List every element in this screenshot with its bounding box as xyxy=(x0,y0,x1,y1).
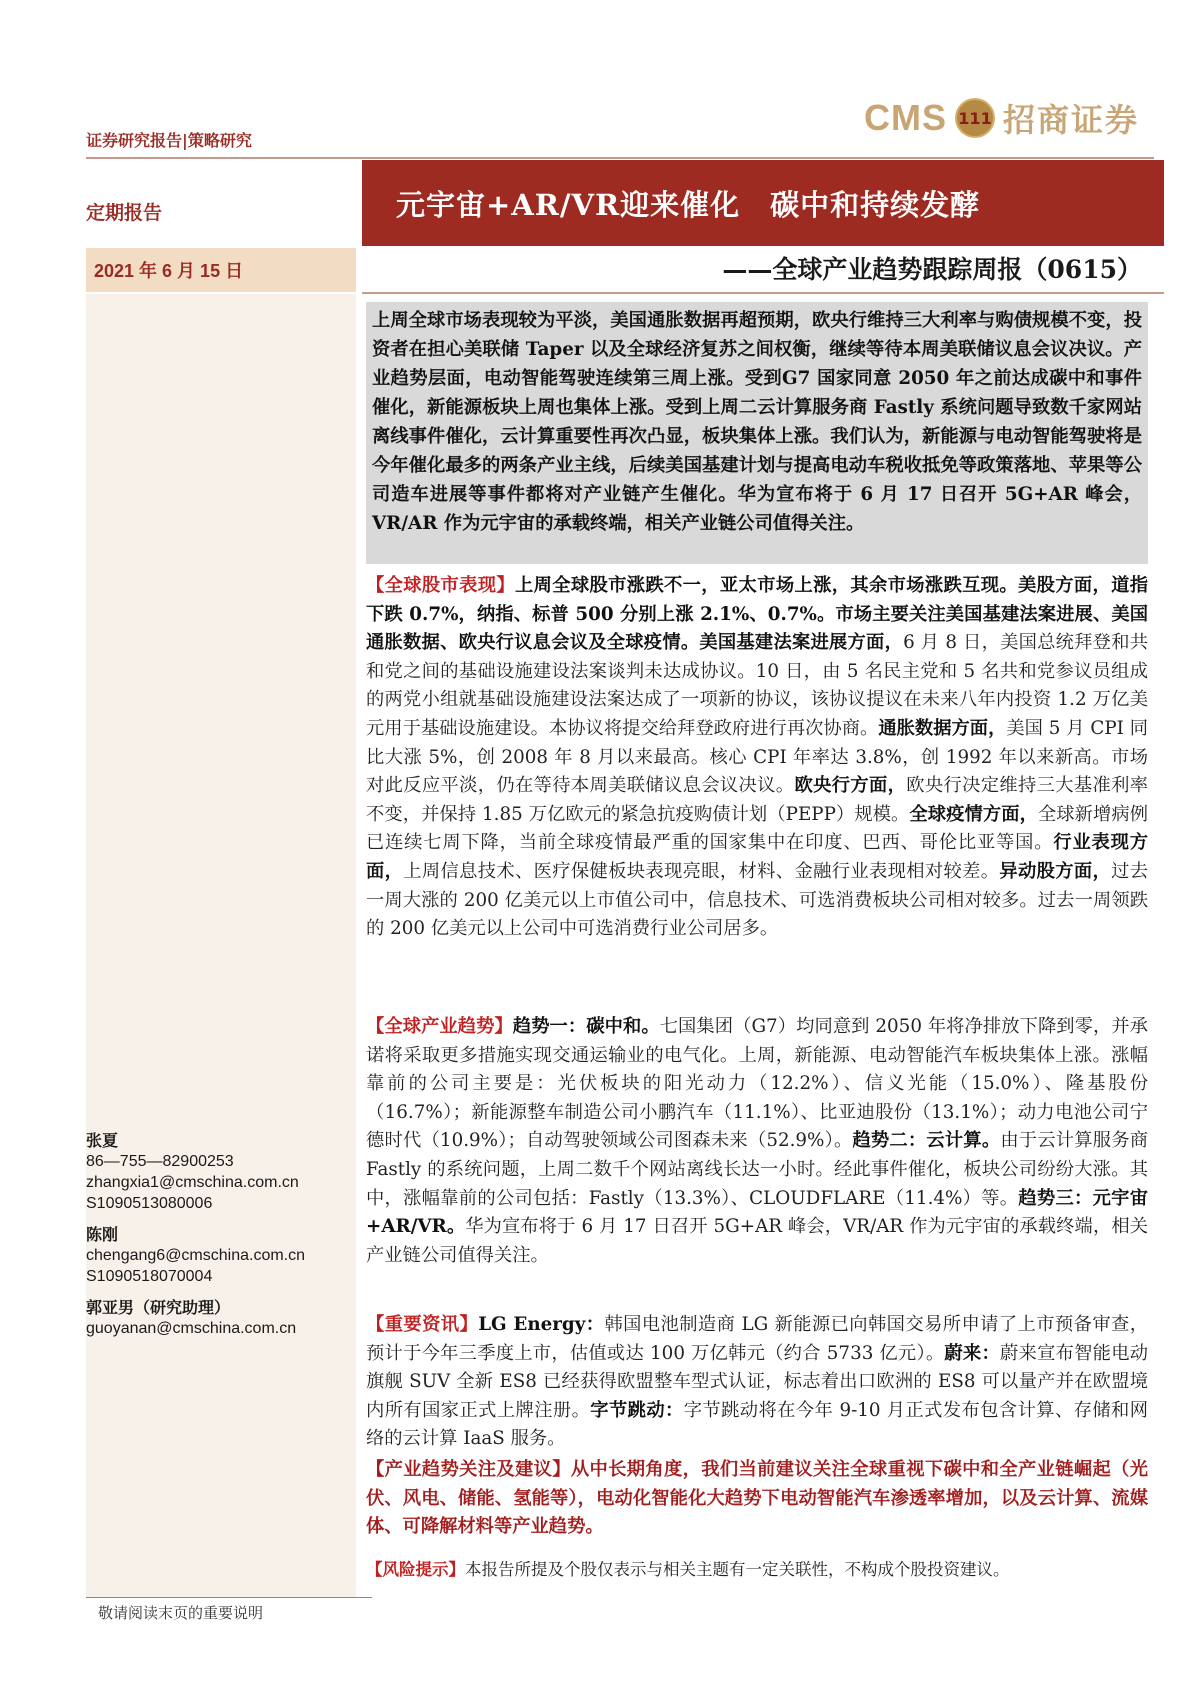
section-tag: 【风险提示】 xyxy=(366,1560,465,1579)
keyword: LG Energy： xyxy=(478,1314,605,1335)
recommendation-text: 【产业趋势关注及建议】从中长期角度，我们当前建议关注全球重视下碳中和全产业链崛起（光伏、风电、储能、氢能等），电动化智能化大趋势下电动智能汽车渗透率增加，以及云计算、流媒体、可降解材料等产业趋势。 xyxy=(366,1459,1148,1538)
report-title: 元宇宙+AR/VR迎来催化 碳中和持续发酵 xyxy=(396,187,981,222)
report-date: 2021 年 6 月 15 日 xyxy=(94,261,244,281)
keyword: 行业表现方面， xyxy=(366,832,1149,882)
author-license: S1090513080006 xyxy=(86,1195,213,1212)
body-text: 字节跳动将在今年 9-10 月正式发布包含计算、存储和网络的云计算 IaaS 服务。 xyxy=(366,1399,1149,1450)
section-lead: 上周全球股市涨跌不一，亚太市场上涨，其余市场涨跌互现。美股方面，道指下跌 0.7%，纳指、标普 500 分别上涨 2.1%、0.7%。市场主要关注美国基建法案进展、美国通胀数据、欧央行议息会议及全球疫情。 xyxy=(366,575,1149,654)
section-tag: 【重要资讯】 xyxy=(366,1314,479,1335)
author-license: S1090518070004 xyxy=(86,1268,213,1285)
author-name: 陈刚 xyxy=(86,1225,119,1244)
header-divider xyxy=(86,157,1154,159)
author-phone: 86—755—82900253 xyxy=(86,1153,234,1170)
section-recommendation xyxy=(366,1456,1148,1542)
keyword: 通胀数据方面， xyxy=(878,717,1007,739)
sidebar-column xyxy=(86,294,356,1597)
section-global-stock-market xyxy=(366,572,1148,944)
risk-text: 本报告所提及个股仅表示与相关主题有一定关联性，不构成个股投资建议。 xyxy=(465,1560,1010,1579)
summary-box xyxy=(366,302,1148,564)
keyword: 异动股方面， xyxy=(999,860,1112,882)
keyword: 趋势二：云计算。 xyxy=(852,1130,1001,1152)
report-series: 证券研究报告|策略研究 xyxy=(86,131,252,150)
body-text: 美国 5 月 CPI 同比大涨 5%，创 2008 年 8 月以来最高。核心 CPI 年率达 3.8%，创 1992 年以来新高。市场对此反应平淡，仍在等待本周美联储议息会议决议。 xyxy=(366,717,1149,797)
author-email[interactable]: guoyanan@cmschina.com.cn xyxy=(86,1320,297,1337)
keyword: 趋势一：碳中和。 xyxy=(512,1016,660,1037)
keyword: 全球疫情方面， xyxy=(909,803,1038,825)
body-text: 由于云计算服务商 Fastly 的系统问题，上周二数千个网站离线长达一小时。经此事件催化，板块公司纷纷大涨。其中，涨幅靠前的公司包括：Fastly（13.3%）、CLOUDFLARE（11.4%）等。 xyxy=(366,1130,1148,1209)
cms-logo xyxy=(864,95,1139,141)
body-text: 过去一周大涨的 200 亿美元以上市值公司中，信息技术、可选消费板块公司相对较多。过去一周领跌的 200 亿美元以上公司中可选消费行业公司居多。 xyxy=(366,860,1149,940)
body-text: 韩国电池制造商 LG 新能源已向韩国交易所申请了上市预备审查，预计于今年三季度上市，估值或达 100 万亿韩元（约合 5733 亿元）。 xyxy=(366,1314,1148,1364)
keyword: 欧央行方面， xyxy=(794,775,907,797)
body-text: 上周信息技术、医疗保健板块表现亮眼，材料、金融行业表现相对较差。 xyxy=(403,860,1000,882)
body-text: 华为宣布将于 6 月 17 日召开 5G+AR 峰会，VR/AR 作为元宇宙的承载终端，相关产业链公司值得关注。 xyxy=(366,1216,1148,1266)
keyword: 蔚来： xyxy=(944,1342,1000,1364)
logo-cms-text: CMS xyxy=(864,97,947,138)
summary-text: 上周全球市场表现较为平淡，美国通胀数据再超预期，欧央行维持三大利率与购债规模不变，投资者在担心美联储 Taper 以及全球经济复苏之间权衡，继续等待本周美联储议息会议决议。产业趋势层面，电动智能驾驶连续第三周上涨。受到G7 国家同意 2050 年之前达成碳中和事件催化，新能源板块上周也集体上涨。受到上周二云计算服务商 Fastly 系统问题导致数千家网站离线事件催化，云计算重要性再次凸显，板块集体上涨。我们认为，新能源与电动智能驾驶将是今年催化最多的两条产业主线，后续美国基建计划与提高电动车税收抵免等政策落地、苹果等公司造车进展等事件都将对产业链产生催化。华为宣布将于 6 月 17 日召开 5G+AR 峰会，VR/AR 作为元宇宙的承载终端，相关产业链公司值得关注。 xyxy=(372,310,1142,534)
section-tag: 【全球产业趋势】 xyxy=(366,1016,513,1037)
body-text: 6 月 8 日，美国总统拜登和共和党之间的基础设施建设法案谈判未达成协议。10 日，由 5 名民主党和 5 名共和党参议员组成的两党小组就基础设施建设法案达成了一项新的协议，该协议提议在未来八年内投资 1.2 万亿美元用于基础设施建设。本协议将提交给拜登政府进行再次协商。 xyxy=(366,632,1149,739)
section-important-news xyxy=(366,1311,1148,1454)
footer-note: 敬请阅读末页的重要说明 xyxy=(98,1604,264,1622)
report-type: 定期报告 xyxy=(86,202,163,224)
body-text: 七国集团（G7）均同意到 2050 年将净排放下降到零，并承诺将采取更多措施实现交通运输业的电气化。上周，新能源、电动智能汽车板块集体上涨。涨幅靠前的公司主要是：光伏板块的阳光动力（12.2%）、信义光能（15.0%）、隆基股份（16.7%）；新能源整车制造公司小鹏汽车（11.1%）、比亚迪股份（13.1%）；动力电池公司宁德时代（10.9%）；自动驾驶领域公司图森未来（52.9%）。 xyxy=(366,1016,1149,1152)
author-email[interactable]: chengang6@cmschina.com.cn xyxy=(86,1247,306,1264)
section-tag: 【全球股市表现】 xyxy=(366,575,516,596)
logo-chinese-text: 招商证券 xyxy=(1003,101,1140,139)
section-risk-warning xyxy=(366,1557,1148,1583)
body-text: 全球新增病例已连续七周下降，当前全球疫情最严重的国家集中在印度、巴西、哥伦比亚等国。 xyxy=(366,803,1149,854)
keyword: 字节跳动： xyxy=(590,1399,684,1421)
logo-seal-icon: 111 xyxy=(955,98,995,138)
report-subtitle: ——全球产业趋势跟踪周报（0615） xyxy=(722,255,1142,284)
author-name: 郭亚男（研究助理） xyxy=(86,1298,231,1317)
date-banner xyxy=(86,248,356,292)
footer-divider xyxy=(86,1597,372,1598)
title-banner xyxy=(362,160,1164,246)
keyword: 美国基建法案进展方面， xyxy=(699,632,904,654)
section-global-industry-trends xyxy=(366,1013,1148,1270)
subtitle-divider xyxy=(362,292,1164,294)
keyword: 趋势三：元宇宙+AR/VR。 xyxy=(366,1187,1148,1238)
body-text: 欧央行决定维持三大基准利率不变，并保持 1.85 万亿欧元的紧急抗疫购债计划（PEPP）规模。 xyxy=(366,775,1149,825)
author-name: 张夏 xyxy=(86,1131,119,1150)
author-email[interactable]: zhangxia1@cmschina.com.cn xyxy=(86,1174,299,1191)
body-text: 蔚来宣布智能电动旗舰 SUV 全新 ES8 已经获得欧盟整车型式认证，标志着出口欧洲的 ES8 可以量产并在欧盟境内所有国家正式上牌注册。 xyxy=(366,1342,1149,1421)
author-list xyxy=(86,1130,356,1339)
